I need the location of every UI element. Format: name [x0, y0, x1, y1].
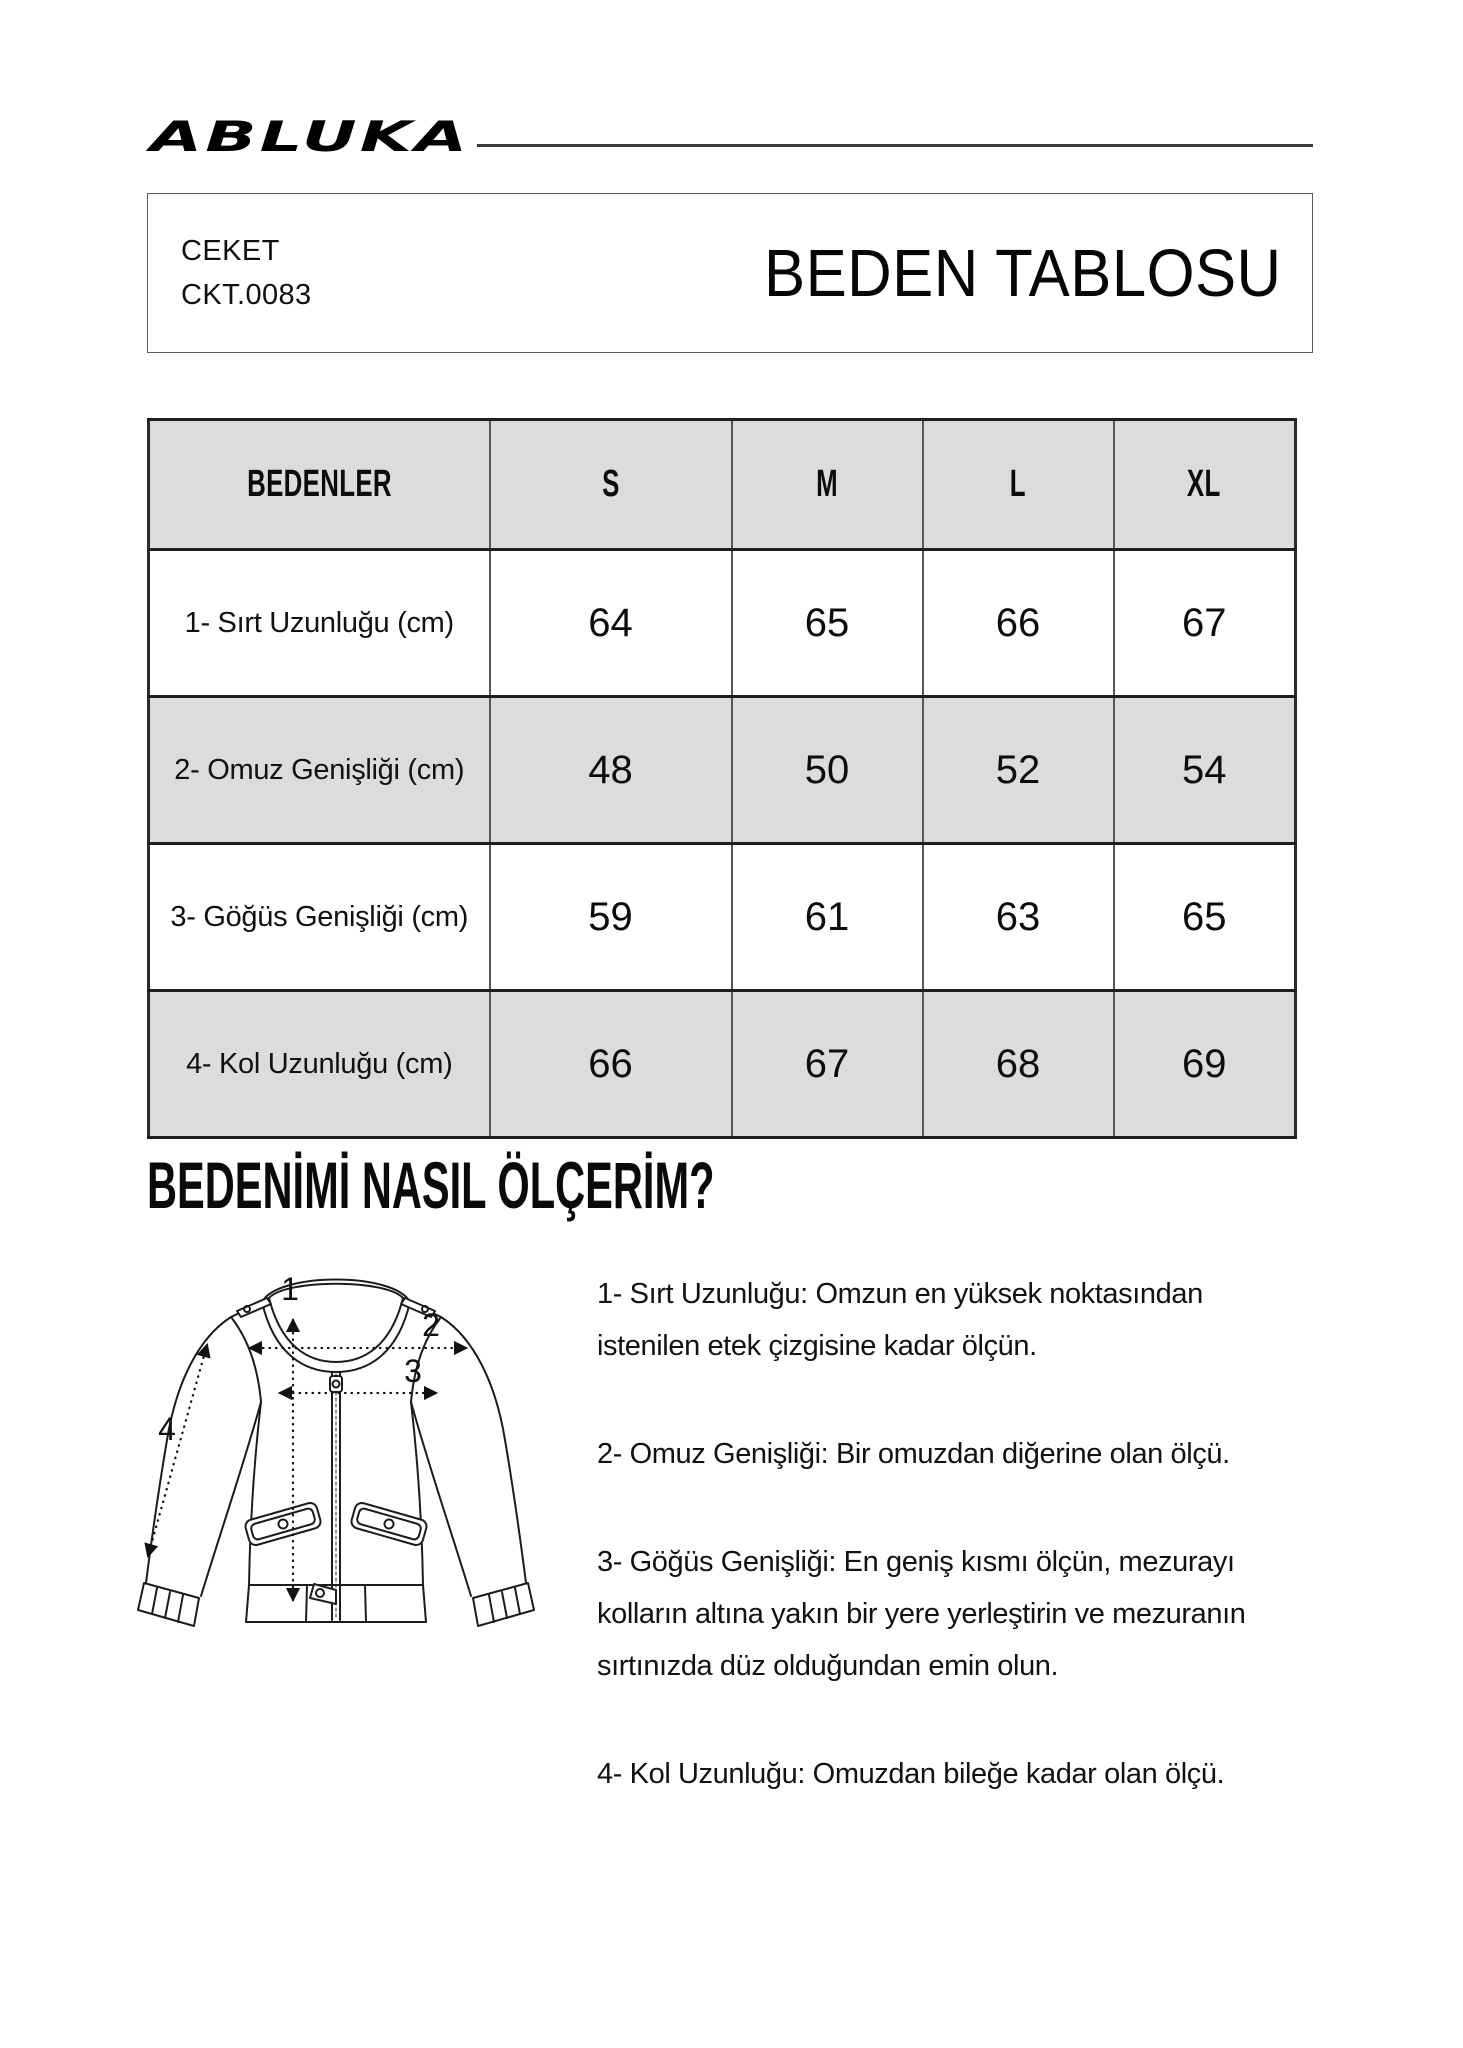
instruction-shoulder-width [597, 1428, 1246, 1480]
value-s: 48 [490, 697, 732, 844]
col-header-s: S [490, 420, 732, 550]
jacket-outline [138, 1280, 534, 1627]
value-m: 61 [732, 844, 923, 991]
value-m: 67 [732, 991, 923, 1138]
value-l: 66 [923, 550, 1114, 697]
instruction-line: 4- Kol Uzunluğu: Omuzdan bileğe kadar olan ölçü. [597, 1758, 1225, 1790]
value-xl: 65 [1114, 844, 1296, 991]
value-l: 63 [923, 844, 1114, 991]
value-xl: 54 [1114, 697, 1296, 844]
diagram-label-3: 3 [404, 1353, 422, 1389]
instruction-line: istenilen etek çizgisine kadar ölçün. [597, 1330, 1037, 1362]
value-s: 59 [490, 844, 732, 991]
size-table-header-row [149, 420, 1296, 550]
table-row-sleeve-length [149, 991, 1296, 1138]
brand-logo: ABLUKA [150, 112, 471, 161]
instruction-chest-width [597, 1536, 1246, 1692]
value-xl: 67 [1114, 550, 1296, 697]
instruction-line: 1- Sırt Uzunluğu: Omzun en yüksek noktasından [597, 1278, 1203, 1310]
row-label: 1- Sırt Uzunluğu (cm) [149, 550, 490, 697]
value-l: 68 [923, 991, 1114, 1138]
diagram-label-4: 4 [158, 1411, 176, 1447]
measure-heading: BEDENİMİ NASIL ÖLÇERİM? [147, 1148, 715, 1222]
header-divider-line [477, 144, 1313, 147]
instruction-line: sırtınızda düz olduğundan emin olun. [597, 1650, 1059, 1682]
row-label: 3- Göğüs Genişliği (cm) [149, 844, 490, 991]
col-header-xl: XL [1114, 420, 1296, 550]
col-header-m: M [732, 420, 923, 550]
table-row-shoulder-width [149, 697, 1296, 844]
row-label: 4- Kol Uzunluğu (cm) [149, 991, 490, 1138]
value-s: 64 [490, 550, 732, 697]
value-m: 65 [732, 550, 923, 697]
instruction-back-length [597, 1268, 1246, 1372]
product-meta [181, 229, 312, 317]
measurement-instructions [597, 1268, 1246, 1800]
row-label: 2- Omuz Genişliği (cm) [149, 697, 490, 844]
col-header-bedenler: BEDENLER [149, 420, 490, 550]
col-header-l: L [923, 420, 1114, 550]
diagram-label-2: 2 [422, 1307, 440, 1343]
instruction-line: kolların altına yakın bir yere yerleştirin ve mezuranın [597, 1598, 1246, 1630]
product-code-label: CKT.0083 [181, 279, 312, 311]
arrow-sleeve-length [148, 1345, 207, 1556]
instruction-line: 2- Omuz Genişliği: Bir omuzdan diğerine olan ölçü. [597, 1438, 1230, 1470]
value-m: 50 [732, 697, 923, 844]
product-title-box [147, 193, 1313, 353]
table-row-chest-width [149, 844, 1296, 991]
diagram-label-1: 1 [281, 1271, 299, 1307]
value-l: 52 [923, 697, 1114, 844]
table-row-back-length [149, 550, 1296, 697]
instruction-sleeve-length [597, 1748, 1246, 1800]
page-title: BEDEN TABLOSU [764, 235, 1282, 311]
product-type-label: CEKET [181, 235, 280, 267]
value-xl: 69 [1114, 991, 1296, 1138]
value-s: 66 [490, 991, 732, 1138]
instruction-line: 3- Göğüs Genişliği: En geniş kısmı ölçün, mezurayı [597, 1546, 1235, 1578]
jacket-measurement-diagram [100, 1252, 570, 1652]
size-table [147, 418, 1297, 1139]
